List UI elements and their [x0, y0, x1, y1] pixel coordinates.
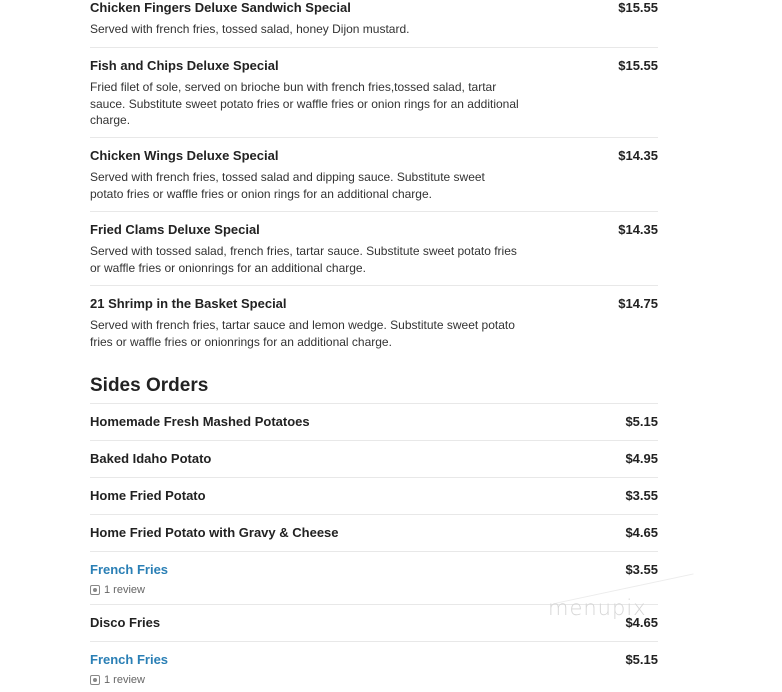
- item-name-link[interactable]: French Fries: [90, 562, 169, 577]
- item-price: $14.75: [618, 296, 658, 311]
- item-price: $14.35: [618, 148, 658, 163]
- menu-item: [90, 515, 658, 552]
- item-price: $15.55: [618, 58, 658, 73]
- menu-item: [90, 212, 658, 286]
- item-name: Chicken Fingers Deluxe Sandwich Special: [90, 0, 351, 15]
- item-name: Fried Clams Deluxe Special: [90, 222, 260, 237]
- menu-item: [90, 48, 658, 138]
- item-name: 21 Shrimp in the Basket Special: [90, 296, 287, 311]
- item-price: $14.35: [618, 222, 658, 237]
- item-price: $15.55: [618, 0, 658, 15]
- item-name: Disco Fries: [90, 615, 161, 630]
- item-name: Baked Idaho Potato: [90, 451, 212, 466]
- item-description: Fried filet of sole, served on brioche bun with french fries,tossed salad, tartar sauce. Substitute sweet potato fries or waffle fries or onion rings for an additional charge.: [90, 80, 519, 127]
- item-description: Served with tossed salad, french fries, tartar sauce. Substitute sweet potato fries or waffle fries or onionrings for an additional charge.: [90, 244, 517, 275]
- menu-item: [90, 441, 658, 478]
- review-count[interactable]: [90, 584, 658, 596]
- review-icon: [90, 675, 100, 685]
- review-count[interactable]: [90, 674, 658, 686]
- menu-item: [90, 286, 658, 356]
- review-count-label: 1 review: [104, 584, 145, 596]
- menu-item: [90, 138, 658, 212]
- item-price: $4.65: [625, 525, 658, 540]
- item-name: Home Fried Potato with Gravy & Cheese: [90, 525, 339, 540]
- item-description: Served with french fries, tossed salad and dipping sauce. Substitute sweet potato fries or waffle fries or onion rings for an additional charge.: [90, 170, 485, 201]
- item-description: Served with french fries, tossed salad, honey Dijon mustard.: [90, 22, 410, 36]
- item-description: Served with french fries, tartar sauce and lemon wedge. Substitute sweet potato fries or waffle fries or onionrings for an additional charge.: [90, 318, 515, 349]
- menu-item: [90, 404, 658, 441]
- menu-item: [90, 642, 658, 692]
- item-price: $3.55: [625, 562, 658, 577]
- item-price: $4.95: [625, 451, 658, 466]
- watermark-logo: menupix: [548, 596, 647, 620]
- item-name: Homemade Fresh Mashed Potatoes: [90, 414, 310, 429]
- item-name: Fish and Chips Deluxe Special: [90, 58, 279, 73]
- menu-item: [90, 0, 658, 48]
- item-price: $3.55: [625, 488, 658, 503]
- review-count-label: 1 review: [104, 674, 145, 686]
- item-price: $5.15: [625, 652, 658, 667]
- item-price: $4.65: [625, 615, 658, 630]
- item-name: Home Fried Potato: [90, 488, 206, 503]
- menu-item: [90, 478, 658, 515]
- review-icon: [90, 585, 100, 595]
- section-title: Sides Orders: [90, 375, 209, 396]
- item-name: Chicken Wings Deluxe Special: [90, 148, 279, 163]
- item-name-link[interactable]: French Fries: [90, 652, 169, 667]
- item-price: $5.15: [625, 414, 658, 429]
